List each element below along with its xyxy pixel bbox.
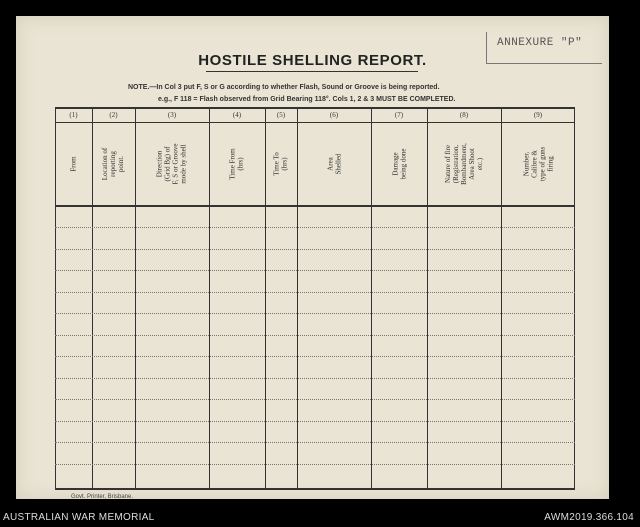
column-header [503, 129, 573, 199]
column-number: (3) [167, 111, 177, 119]
archive-caption: AUSTRALIAN WAR MEMORIAL [3, 512, 155, 523]
printer-imprint: Govt. Printer, Brisbane. [71, 494, 134, 500]
column-divider [501, 107, 502, 490]
report-form-sheet [16, 16, 609, 499]
column-header-label: Time To (hrs) [273, 152, 289, 176]
column-header [137, 129, 207, 199]
number-row-rule [55, 122, 575, 123]
column-number: (1) [69, 111, 78, 119]
column-header-label: Damage being done [390, 148, 407, 180]
column-number: (5) [276, 111, 286, 119]
entry-row-line [55, 378, 575, 379]
form-note [128, 82, 528, 106]
entry-row-line [55, 356, 575, 357]
entry-row-line [55, 313, 575, 314]
entry-row-line [55, 249, 575, 250]
table-bottom-rule [55, 488, 575, 490]
entry-row-line [55, 270, 575, 271]
entry-row-line [55, 227, 575, 228]
column-header-label: Direction (Grid Bg) of F, S or Groove mode by shell [156, 143, 188, 185]
annexure-label: ANNEXURE "P" [497, 37, 583, 49]
table-top-rule [55, 107, 575, 109]
column-number: (9) [533, 111, 543, 119]
column-header-label: From [69, 156, 78, 172]
header-bottom-rule [55, 205, 575, 207]
entry-row-line [55, 442, 575, 443]
entry-row-line [55, 292, 575, 293]
column-header-label: Area Shelled [326, 153, 342, 175]
column-header [299, 129, 369, 199]
archive-reference: AWM2019.366.104 [544, 512, 634, 523]
column-header-label: Number, Calibre & type of guns firing [521, 146, 554, 182]
column-number: (2) [109, 111, 118, 119]
title-underline [206, 71, 418, 72]
column-header-label: Nature of fire (Registration, Bombardment, Area Shoot etc.) [444, 143, 484, 185]
column-header [429, 129, 499, 199]
entry-row-line [55, 399, 575, 400]
entry-row-line [55, 335, 575, 336]
entry-row-line [55, 421, 575, 422]
report-table [55, 107, 575, 490]
column-number: (7) [394, 111, 404, 119]
entry-row-line [55, 464, 575, 465]
note-line-2: e.g., F 118 = Flash observed from Grid Bearing 118°. Cols 1, 2 & 3 MUST BE COMPLETED. [158, 96, 456, 103]
column-header-label: Time From (hrs) [228, 148, 245, 180]
column-header-label: Location of reporting point. [101, 147, 126, 181]
form-title: HOSTILE SHELLING REPORT. [198, 52, 427, 69]
column-number: (6) [329, 111, 339, 119]
column-divider [574, 107, 575, 490]
column-number: (4) [232, 111, 242, 119]
column-header [364, 129, 434, 199]
note-line-1: NOTE.—In Col 3 put F, S or G according to whether Flash, Sound or Groove is being reported. [128, 84, 440, 91]
column-number: (8) [459, 111, 469, 119]
